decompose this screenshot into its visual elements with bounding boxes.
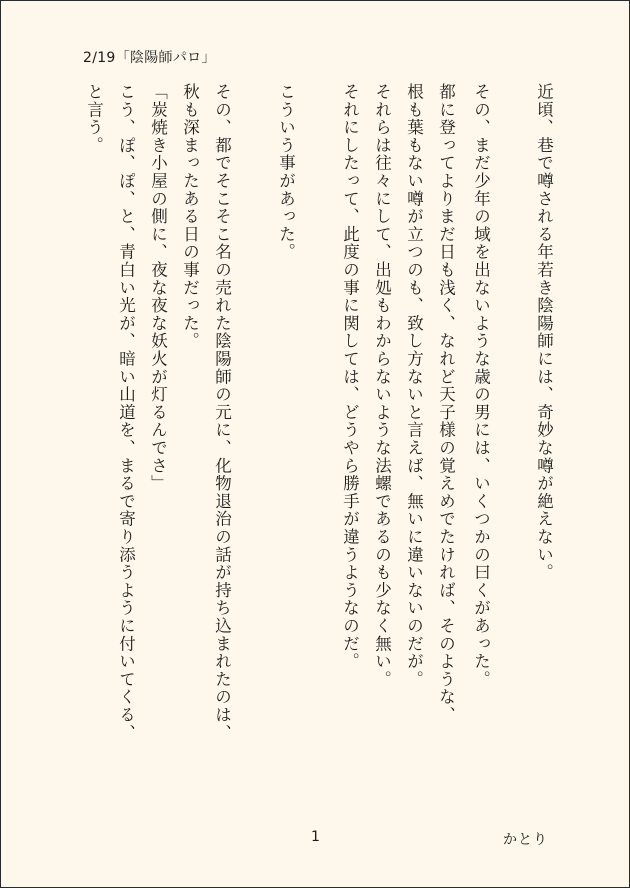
text-line: 都に登ってよりまだ日も浅く、なれど天子様の覚えめでたければ、そのような、 <box>436 83 456 724</box>
text-line: 根も葉もない噂が立つのも、致し方ないと言えば、無いに違いないのだが。 <box>404 83 424 689</box>
author-name: かとり <box>503 832 548 848</box>
text-line: その、都でそこそこ名の売れた陰陽師の元に、化物退治の話が持ち込まれたのは、 <box>212 83 232 742</box>
text-line: こういう事があった。 <box>276 83 296 261</box>
text-line: 秋も深まったある日の事だった。 <box>180 83 200 350</box>
page-header: 2/19「陰陽師パロ」 <box>83 50 216 66</box>
text-line: 近頃、巷で噂される年若き陰陽師には、奇妙な噂が絶えない。 <box>534 83 554 582</box>
page-number: 1 <box>311 829 320 845</box>
text-line: 「炭焼き小屋の側に、夜な夜な妖火が灯るんでさ」 <box>148 83 168 493</box>
text-line: それにしたって、此度の事に関しては、どうやら勝手が違うようなのだ。 <box>340 83 360 671</box>
text-line: それらは往々にして、出処もわからないような法螺であるのも少なく無い。 <box>372 83 392 689</box>
text-line: こう、ぽ、ぽ、と、青白い光が、暗い山道を、まるで寄り添うように付いてくる、 <box>116 83 136 742</box>
text-line: その、まだ少年の域を出ないような歳の男には、いくつかの曰くがあった。 <box>471 83 491 689</box>
text-line: と言う。 <box>84 83 104 155</box>
